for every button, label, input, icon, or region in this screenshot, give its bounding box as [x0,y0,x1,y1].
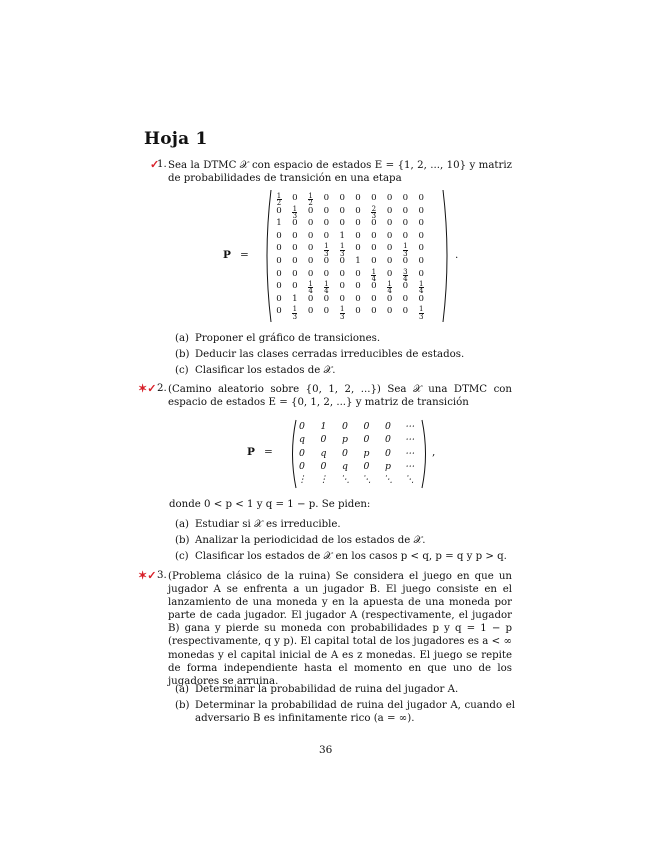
page-title: Hoja 1 [144,129,208,149]
matrix-1-cell: 0 [402,230,409,241]
problem-2-after-text [169,498,509,511]
matrix-2-cell: 0 [299,460,305,472]
matrix-1-cell: $\frac{1}{2}$ [276,192,282,208]
problem-2-number: 2. [157,383,167,394]
matrix-1-cell: 0 [339,281,345,292]
item-label: (b) [175,349,190,360]
matrix-1-cell: 0 [323,293,330,304]
matrix-1-cell: 0 [292,268,298,279]
matrix-1-period: . [455,249,459,261]
problem-3-item-b [175,699,515,725]
matrix-1-cell: 0 [292,230,298,241]
matrix-1-cell: 0 [386,293,393,304]
matrix-1-cell: $\frac{1}{4}$ [418,280,424,296]
matrix-1-cell: 0 [418,205,424,216]
item-label: (a) [175,333,190,344]
matrix-1-cell: 0 [307,306,314,317]
matrix-1-cell: 0 [371,243,377,254]
matrix-2-cell: 0 [363,460,370,472]
matrix-1-cell: 0 [307,268,314,279]
matrix-2-cell: q [320,447,327,459]
matrix-2-cell: 0 [299,421,305,432]
matrix-2-cell: p [342,434,348,446]
matrix-1-cell: $\frac{1}{3}$ [339,242,345,258]
matrix-2-comma: , [432,446,436,458]
matrix-1-cell: 0 [355,230,361,241]
matrix-1-cell: 0 [339,218,345,229]
item-label: (c) [175,365,189,376]
matrix-1-cell: 0 [355,293,361,304]
matrix-1-cell: $\frac{1}{4}$ [324,280,329,296]
matrix-1-cell: 0 [276,205,282,216]
item-text: Analizar la periodicidad de los estados de 𝒳. [195,535,426,546]
matrix-1-cell: 0 [307,218,314,229]
matrix-2-cell: q [299,434,305,446]
problem-1-item-a [175,332,515,345]
matrix-1-cell: $\frac{1}{4}$ [387,280,392,296]
matrix-2-cell: ⋮ [318,474,329,486]
matrix-2-cell: ⋱ [383,474,393,486]
matrix-2-cell: 0 [363,421,370,432]
problem-1-number: 1. [157,159,167,170]
matrix-1-cell: 0 [339,193,345,203]
page-number: 36 [319,744,333,756]
after-text: donde 0 < p < 1 y q = 1 − p. Se piden: [169,499,371,510]
matrix-1-cell: 0 [339,205,345,216]
matrix-2-cell: ⋯ [404,460,415,472]
matrix-1-cell: $\frac{1}{3}$ [324,242,329,258]
matrix-1-cell: 0 [292,193,298,203]
matrix-1-cell: 0 [307,205,314,216]
matrix-1-cell: 0 [355,268,361,279]
item-text: Clasificar los estados de 𝒳. [195,365,336,376]
matrix-1-cell: 0 [386,218,393,229]
matrix-1-cell: 0 [402,218,409,229]
matrix-1-cell: 0 [386,205,393,216]
matrix-1-cell: 0 [371,281,377,292]
matrix-1-cell: 0 [276,293,282,304]
matrix-1-cell: 0 [386,268,393,279]
matrix-2-label: P [247,446,255,458]
matrix-1-cell: 0 [402,256,409,266]
matrix-2-cell: 0 [299,447,305,459]
matrix-1-cell: $\frac{1}{4}$ [371,267,377,283]
matrix-1-cell: $\frac{1}{3}$ [292,204,298,220]
matrix-1-cell: 0 [323,193,330,203]
problem-2-item-c [175,550,515,563]
matrix-1-cell: 0 [402,293,409,304]
item-text: Clasificar los estados de 𝒳 en los casos p < q, p = q y p > q. [195,551,507,562]
matrix-1-cell: 0 [339,293,345,304]
matrix-1-cell: 0 [418,293,424,304]
matrix-2-cell: 1 [320,421,327,432]
matrix-1-cell: 0 [355,218,361,229]
item-text: Determinar la probabilidad de ruina del jugador A, cuando el adversario B es infinitamente rico (a = ∞). [195,700,515,724]
problem-2-item-a [175,518,515,531]
matrix-1-cell: 1 [276,218,282,229]
matrix-1-cell: 0 [307,293,314,304]
matrix-1-cell: 0 [402,306,409,317]
problem-2-item-b [175,534,515,547]
matrix-1-cell: $\frac{1}{4}$ [308,280,313,296]
matrix-1-cell: 0 [355,193,361,203]
matrix-1-cell: 0 [386,256,393,266]
star-check-mark-icon: ✶✓ [138,382,157,395]
matrix-1-cell: 0 [323,268,330,279]
matrix-1-cell: $\frac{2}{3}$ [371,204,377,220]
matrix-1-cell: 0 [323,306,330,317]
matrix-1-cell: 0 [418,268,424,279]
matrix-2-cell: 0 [320,434,327,446]
matrix-1-cell: 0 [307,243,314,254]
matrix-1-cell: 0 [292,281,298,292]
problem-1-text: Sea la DTMC 𝒳 con espacio de estados E = {1, 2, ..., 10} y matriz de probabilidades de transición en una etapa [168,160,512,185]
matrix-1-cell: 0 [307,230,314,241]
matrix-1-cell: 0 [292,218,298,229]
matrix-1-cell: 0 [323,230,330,241]
matrix-1-cell: 0 [371,218,377,229]
item-label: (a) [175,684,190,695]
matrix-2-equals: = [264,446,273,458]
matrix-2-cell: ⋯ [404,421,415,432]
matrix-2-cell: 0 [385,421,391,432]
matrix-2-cell: 0 [320,460,327,472]
matrix-2-cell: 0 [385,447,391,459]
matrix-1-cell: 0 [292,256,298,266]
matrix-1-cell: 1 [292,293,298,304]
matrix-1-cell: 0 [339,268,345,279]
matrix-1-cell: 0 [276,256,282,266]
matrix-2-cell: ⋱ [340,474,350,486]
matrix-1-cell: 0 [276,268,282,279]
matrix-1-cell: 0 [355,306,361,317]
item-text: Determinar la probabilidad de ruina del jugador A. [195,684,459,695]
problem-3-number: 3. [157,570,167,581]
matrix-2-cell: 0 [342,421,348,432]
matrix-1-cell: 0 [323,205,330,216]
problem-1-item-c [175,364,515,377]
matrix-1-cell: 0 [355,281,361,292]
item-label: (b) [175,535,190,546]
matrix-1-cell: 0 [386,193,393,203]
matrix-1-cell: 0 [402,193,409,203]
problem-2-text: (Camino aleatorio sobre {0, 1, 2, ...}) Sea 𝒳 una DTMC con espacio de estados E = {0, 1, 2, ...} y matriz de transición [168,384,512,409]
matrix-1-cell: 0 [371,306,377,317]
matrix-1-cell: 0 [323,218,330,229]
matrix-1-cell: 0 [386,243,393,254]
matrix-1-cell: 0 [402,281,409,292]
matrix-2-cell: 0 [342,447,348,459]
matrix-1-cell: 0 [371,293,377,304]
matrix-2-cell: ⋮ [297,474,307,486]
item-text: Estudiar si 𝒳 es irreducible. [195,519,341,530]
matrix-2-cell: q [342,460,348,472]
matrix-1-cell: 0 [371,230,377,241]
matrix-2-cell: p [385,460,391,472]
matrix-1-cell: 0 [307,256,314,266]
item-text: Deducir las clases cerradas irreducibles de estados. [195,349,465,360]
matrix-2-cell: ⋱ [361,474,372,486]
matrix-2-cell: ⋯ [404,447,415,459]
matrix-1-cell: 0 [276,230,282,241]
matrix-1-cell: 0 [418,218,424,229]
matrix-1-cell: 0 [276,281,282,292]
matrix-2-cell: ⋱ [404,474,415,486]
problem-1-item-b [175,348,515,361]
problem-3-item-a [175,683,515,696]
matrix-1-cell: 0 [386,230,393,241]
matrix-1-cell: 0 [323,256,330,266]
check-mark-icon: ✓ [150,158,160,171]
matrix-1-label: P [223,249,231,261]
matrix-2-cell: 0 [363,434,370,446]
matrix-1-cell: $\frac{1}{3}$ [403,242,408,258]
matrix-1-cell: 0 [418,193,424,203]
matrix-1-cell: 0 [339,256,345,266]
item-label: (c) [175,551,189,562]
matrix-1-cell: $\frac{1}{3}$ [292,305,298,321]
matrix-1-cell: 1 [339,230,345,241]
matrix-1-cell: 0 [371,256,377,266]
matrix-1-equals: = [240,249,249,261]
matrix-1-cell: 0 [418,243,424,254]
matrix-1-cell: 0 [355,205,361,216]
matrix-1-cell: $\frac{1}{3}$ [418,305,424,321]
matrix-1-cell: $\frac{1}{2}$ [308,192,313,208]
matrix-1-cell: 0 [418,256,424,266]
item-label: (a) [175,519,190,530]
item-label: (b) [175,700,190,711]
matrix-2-cell: 0 [385,434,391,446]
matrix-1-cell: 0 [292,243,298,254]
matrix-1-cell: 0 [418,230,424,241]
matrix-1-cell: 0 [276,306,282,317]
matrix-1-cell: 0 [276,243,282,254]
matrix-1-cell: 0 [402,205,409,216]
matrix-1-cell: 0 [386,306,393,317]
item-text: Proponer el gráfico de transiciones. [195,333,381,344]
star-check-mark-icon: ✶✓ [138,569,157,582]
matrix-1-cell: $\frac{3}{4}$ [403,267,408,283]
matrix-1-cell: 1 [355,256,361,266]
matrix-1-cell: 0 [355,243,361,254]
problem-3-text: (Problema clásico de la ruina) Se considera el juego en que un jugador A se enfrenta a un jugador B. El juego consiste en el lanzamiento de una moneda y en la apuesta de una moneda por parte de cada jugador. El jugador A (respectivamente, el jugador B) gana y pierde su moneda con probabilidades p y q = 1 − p (respectivamente, q y p). El capital total de los jugadores es a < ∞ monedas y el capital inicial de A es z monedas. El juego se repite de forma independiente hasta el momento en que uno de los jugadores se arruina. [168,571,512,687]
matrix-2-cell: p [363,447,370,459]
matrix-1-cell: $\frac{1}{3}$ [339,305,345,321]
matrix-2-cell: ⋯ [404,434,415,446]
matrix-1-cell: 0 [371,193,377,203]
